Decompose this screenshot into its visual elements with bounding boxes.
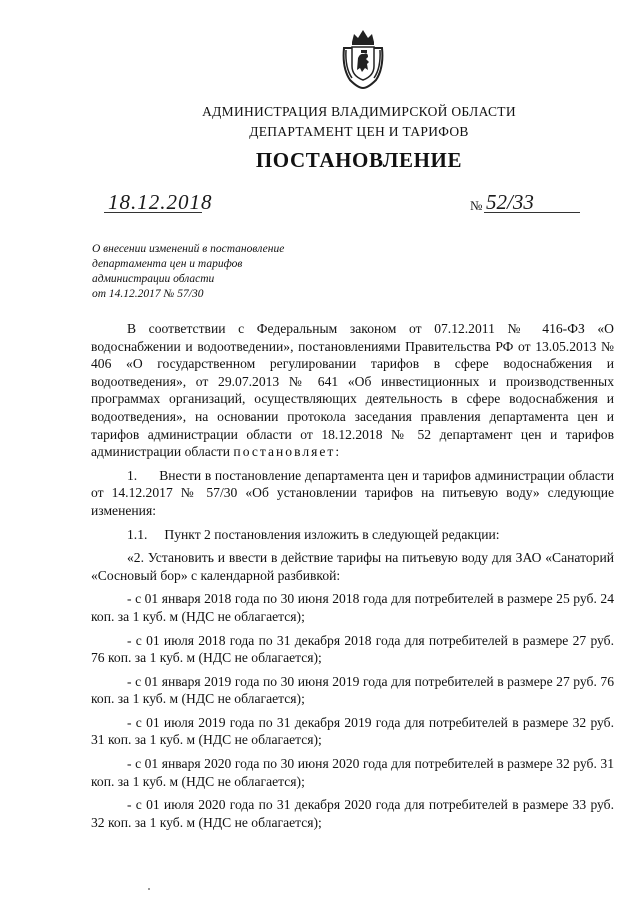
- reference-line: от 14.12.2017 № 57/30: [92, 288, 204, 300]
- number-sign: №: [470, 198, 483, 213]
- scan-speck: [148, 888, 150, 890]
- date-underline: [104, 212, 202, 213]
- tariff-item: - с 01 июля 2018 года по 31 декабря 2018 года для потребителей в размере 27 руб. 76 коп. за 1 куб. м (НДС не облагается);: [91, 632, 614, 666]
- item-1: 1. Внести в постановление департамента цен и тарифов администрации области от 14.12.2017 № 57/30 «Об установлении тарифов на питьевую воду» следующие изменения:: [91, 467, 618, 518]
- document-body: [91, 320, 618, 831]
- number-underline: [484, 212, 580, 213]
- item-1-1: 1.1. Пункт 2 постановления изложить в следующей редакции:: [127, 526, 500, 542]
- tariff-item: - с 01 июля 2019 года по 31 декабря 2019 года для потребителей в размере 32 руб. 31 коп. за 1 куб. м (НДС не облагается);: [91, 714, 614, 748]
- tariff-item: - с 01 января 2018 года по 30 июня 2018 года для потребителей в размере 25 руб. 24 коп. за 1 куб. м (НДС не облагается);: [91, 591, 614, 624]
- reference-line: департамента цен и тарифов: [92, 258, 243, 270]
- quoted-clause: «2. Установить и ввести в действие тарифы на питьевую воду для ЗАО «Санаторий «Сосновый бор» с календарной разбивкой:: [91, 550, 614, 583]
- reference-block: [92, 242, 332, 302]
- reference-line: О внесении изменений в постановление: [92, 243, 285, 255]
- handwritten-date: 18.12.2018: [108, 190, 213, 214]
- coat-of-arms-icon: [340, 28, 386, 90]
- tariff-item: - с 01 июля 2020 года по 31 декабря 2020 года для потребителей в размере 33 руб. 32 коп. за 1 куб. м (НДС не облагается);: [91, 797, 614, 830]
- preamble-paragraph: [91, 320, 614, 461]
- org-name-line1: АДМИНИСТРАЦИЯ ВЛАДИМИРСКОЙ ОБЛАСТИ: [202, 104, 516, 119]
- tariff-item: - с 01 января 2019 года по 30 июня 2019 года для потребителей в размере 27 руб. 76 коп. за 1 куб. м (НДС не облагается);: [91, 673, 614, 707]
- preamble-decree-word: постановляет:: [233, 444, 342, 460]
- handwritten-number: 52/33: [486, 190, 534, 214]
- document-title: ПОСТАНОВЛЕНИЕ: [255, 148, 463, 172]
- preamble-text: В соответствии с Федеральным законом от 07.12.2011 № 416-ФЗ «О водоснабжении и водоотведении», постановлениями Правительства РФ от 13.05.2013 № 406 «О государственном регулировании тарифов в сфере водоснабжения и водоотведения», от 29.07.2013 № 641 «Об инвестиционных и производственных программах организаций, осуществляющих деятельность в сфере водоснабжения и водоотведения», на основании протокола заседания правления департамента цен и тарифов администрации области от 18.12.2018 № 52 департамент цен и тарифов администрации области: [91, 321, 614, 460]
- tariff-item: - с 01 января 2020 года по 30 июня 2020 года для потребителей в размере 32 руб. 31 коп. за 1 куб. м (НДС не облагается);: [91, 756, 614, 789]
- org-name-line2: ДЕПАРТАМЕНТ ЦЕН И ТАРИФОВ: [249, 124, 469, 139]
- reference-line: администрации области: [92, 273, 215, 285]
